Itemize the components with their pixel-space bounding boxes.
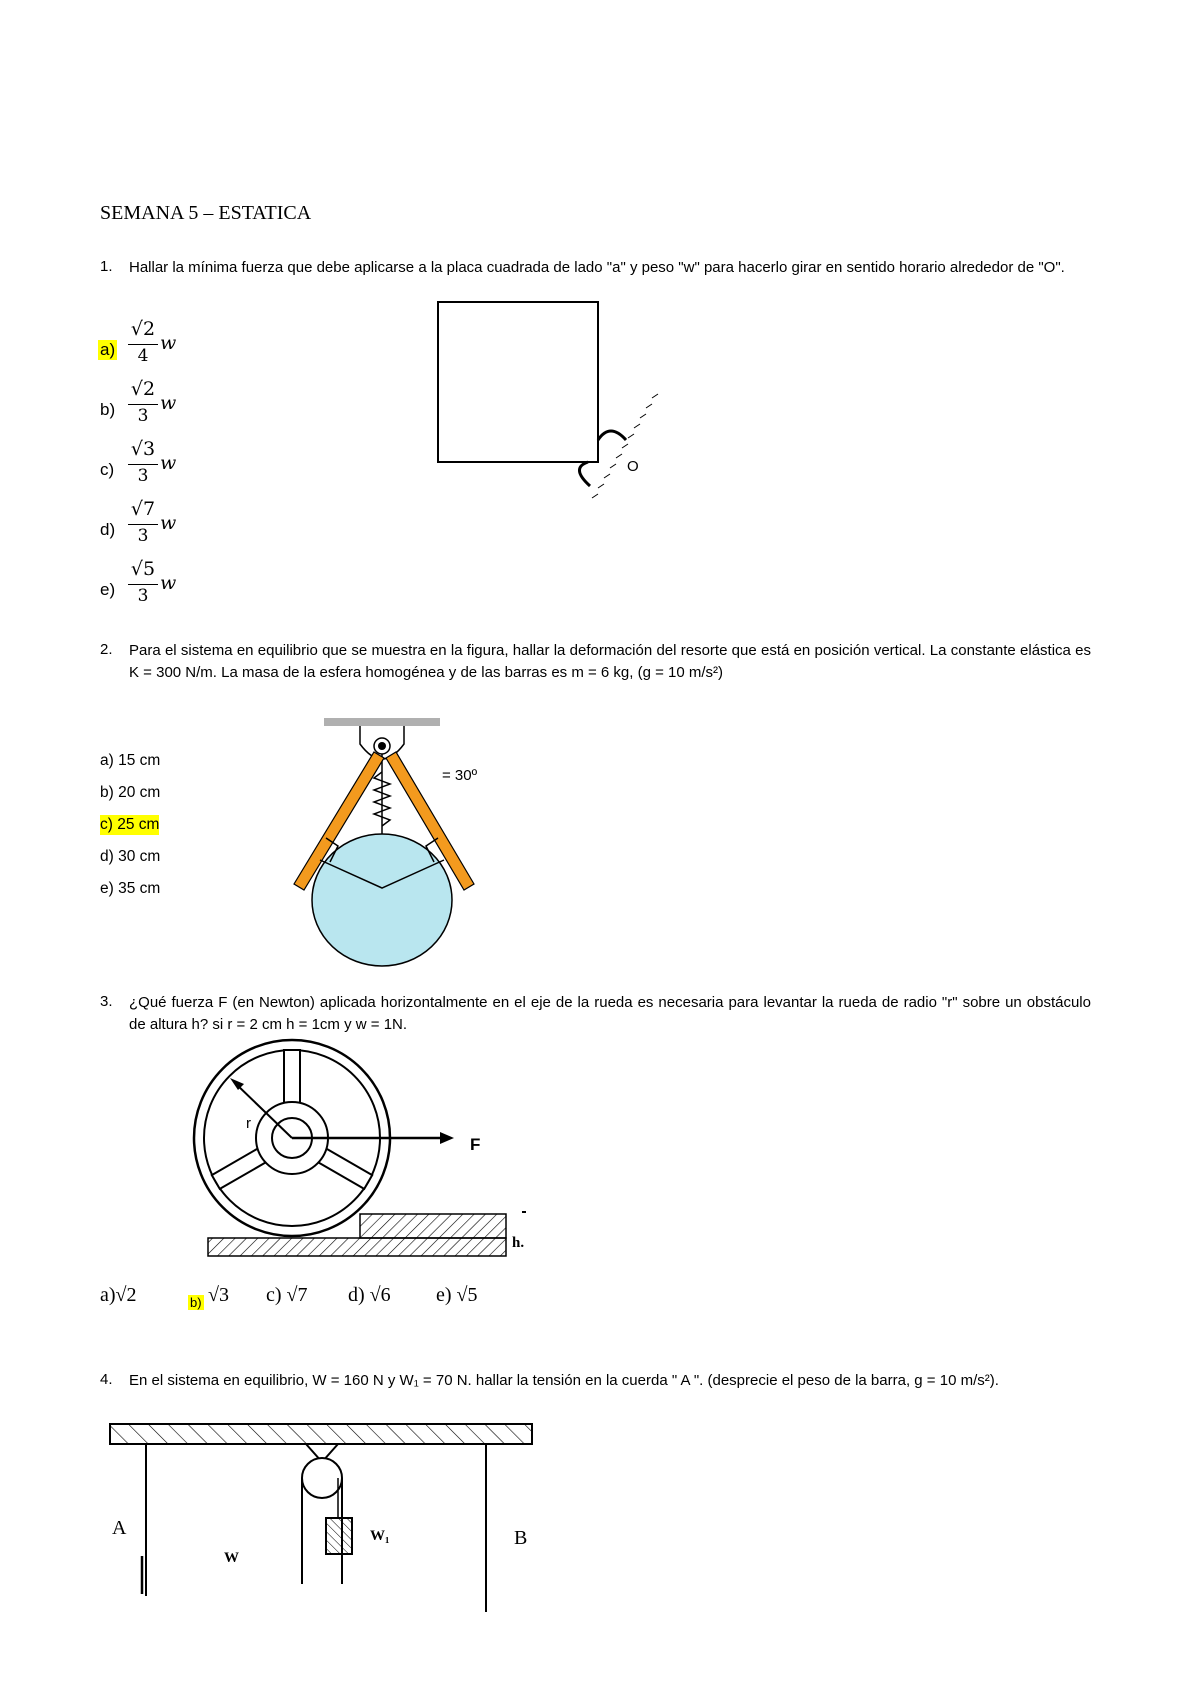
q1-option-e[interactable] (98, 558, 268, 614)
q3-option-e[interactable] (436, 1284, 478, 1307)
pivot-support-lower (579, 462, 590, 486)
q1-option-a[interactable] (98, 318, 268, 374)
pivot-label: O (627, 458, 639, 475)
fraction-denominator: 4 (137, 346, 149, 366)
question-1-number: 1. (100, 258, 113, 275)
question-4-number: 4. (100, 1371, 113, 1388)
pivot-pin-center (378, 742, 386, 750)
q3-option-b-value: √3 (208, 1284, 229, 1306)
q1-option-b[interactable] (98, 378, 268, 434)
q3-option-e-label: e) (436, 1284, 452, 1306)
fraction-denominator: 3 (137, 586, 149, 606)
q2-option-a[interactable]: a) 15 cm (100, 752, 161, 769)
angle-label: = 30º (442, 767, 478, 784)
weight-variable: w (160, 512, 177, 534)
q2-option-d[interactable]: d) 30 cm (100, 848, 161, 865)
fraction-denominator: 3 (137, 526, 149, 546)
q3-option-a[interactable] (100, 1284, 137, 1307)
fraction-denominator: 3 (137, 466, 149, 486)
q3-option-d[interactable] (348, 1284, 391, 1307)
q2-option-e[interactable]: e) 35 cm (100, 880, 161, 897)
fraction-numerator: √5 (130, 558, 156, 580)
fraction-numerator: √2 (130, 318, 156, 340)
q2-figure-sphere-bars (290, 712, 540, 972)
q3-option-d-value: √6 (369, 1284, 391, 1306)
sphere (312, 834, 452, 966)
q3-option-a-label: a) (100, 1284, 116, 1306)
q1-option-b-label: b) (100, 400, 116, 419)
question-4-text: En el sistema en equilibrio, W = 160 N y W₁ = 70 N. hallar la tensión en la cuerda " A ". (desprecie el peso de la barra, g = 10 m/s²). (129, 1372, 999, 1389)
force-label: F (470, 1135, 481, 1154)
question-2-number: 2. (100, 641, 113, 658)
ground-hatched (208, 1238, 506, 1256)
q3-option-d-label: d) (348, 1284, 365, 1306)
label-b: B (514, 1527, 528, 1549)
q1-option-d-label: d) (100, 520, 116, 539)
ceiling-bar (324, 718, 440, 726)
inclined-wall-hatching (592, 394, 658, 498)
q3-option-c[interactable] (266, 1284, 308, 1307)
ceiling-beam (110, 1424, 532, 1444)
pivot-support-upper (598, 431, 626, 440)
weight-variable: w (160, 332, 177, 354)
page-title: SEMANA 5 – ESTATICA (100, 202, 312, 224)
weight-variable: w (160, 452, 177, 474)
label-a: A (112, 1517, 127, 1539)
q2-option-c[interactable]: c) 25 cm (100, 816, 160, 833)
q1-option-e-label: e) (100, 580, 116, 599)
question-2-text: Para el sistema en equilibrio que se muestra en la figura, hallar la deformación del resorte que está en posición vertical. La constante elástica es K = 300 N/m. La masa de la esfera homogénea y de las barras es m = 6 kg, (g = 10 m/s²) (129, 642, 1091, 681)
q1-option-c[interactable] (98, 438, 268, 494)
fraction-numerator: √3 (130, 438, 156, 460)
q3-option-a-value: √2 (115, 1284, 137, 1306)
force-arrow-head (440, 1132, 454, 1144)
obstacle-step (360, 1214, 506, 1238)
fraction-denominator: 3 (137, 406, 149, 426)
question-3-text: ¿Qué fuerza F (en Newton) aplicada horizontalmente en el eje de la rueda es necesaria para levantar la rueda de radio "r" sobre un obstáculo de altura h? si r = 2 cm h = 1cm y w = 1N. (129, 994, 1091, 1033)
q3-option-c-value: √7 (286, 1284, 308, 1306)
q3-option-c-label: c) (266, 1284, 282, 1306)
fraction-numerator: √2 (130, 378, 156, 400)
q2-option-b[interactable]: b) 20 cm (100, 784, 161, 801)
q1-option-a-label: a) (100, 340, 116, 359)
fraction-numerator: √7 (130, 498, 156, 520)
label-w1: W₁ (370, 1528, 390, 1544)
q1-option-c-label: c) (100, 460, 115, 479)
q3-option-b-label: b) (190, 1295, 202, 1310)
height-label: h. (512, 1235, 525, 1251)
q3-option-b[interactable] (188, 1284, 229, 1310)
q1-figure-square-plate (420, 290, 680, 510)
q3-figure-wheel (190, 1034, 550, 1264)
pulley-wheel (302, 1458, 342, 1498)
weight-variable: w (160, 392, 177, 414)
question-3-number: 3. (100, 993, 113, 1010)
q4-figure-beam-pulley (100, 1416, 540, 1616)
square-plate (438, 302, 598, 462)
question-1-text: Hallar la mínima fuerza que debe aplicarse a la placa cuadrada de lado "a" y peso "w" para hacerlo girar en sentido horario alrededor de "O". (129, 259, 1065, 276)
q3-option-e-value: √5 (456, 1284, 478, 1306)
label-w: W (224, 1550, 239, 1566)
q1-option-d[interactable] (98, 498, 268, 554)
weight-variable: w (160, 572, 177, 594)
radius-label: r (246, 1115, 251, 1132)
block-w1 (326, 1518, 352, 1554)
